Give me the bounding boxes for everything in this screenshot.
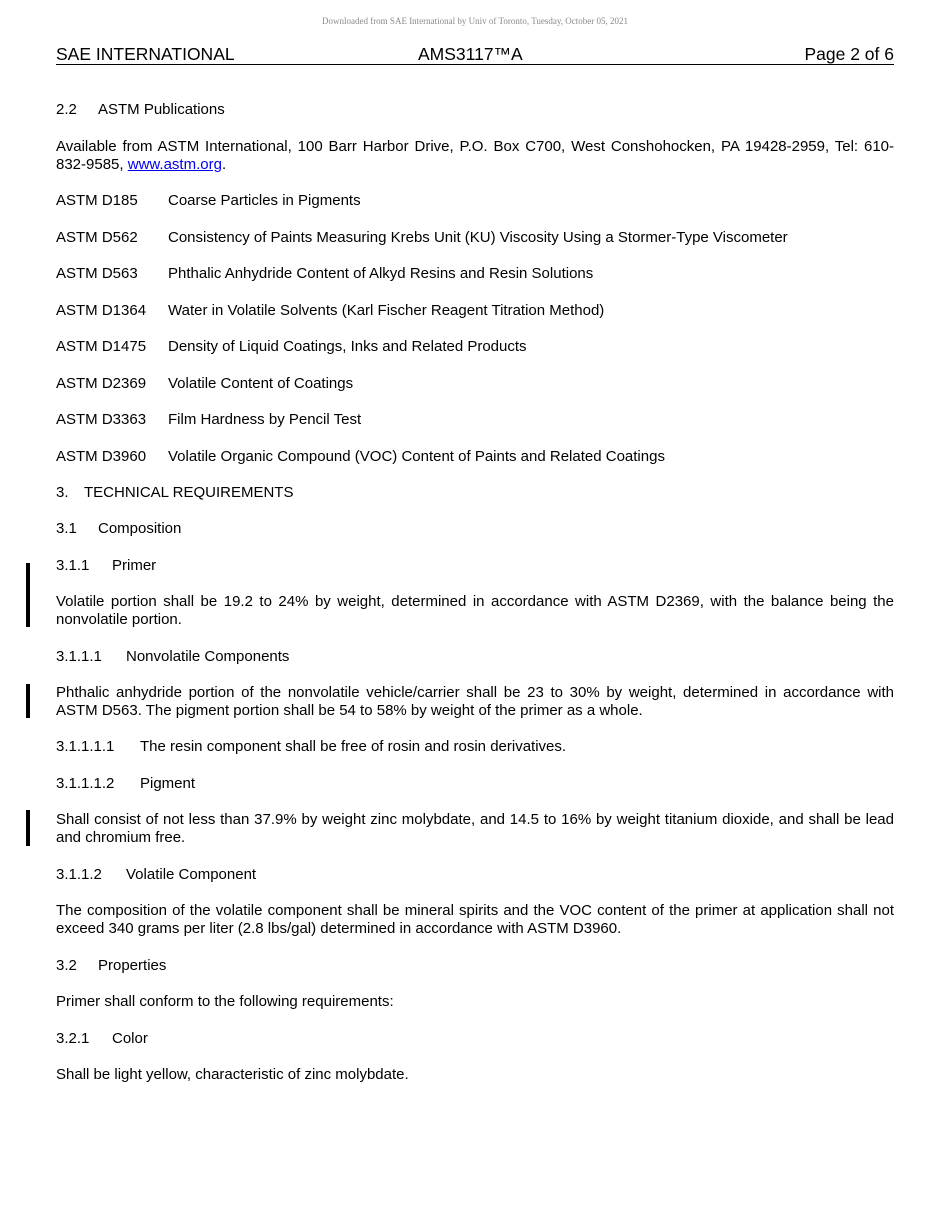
primer-paragraph: Volatile portion shall be 19.2 to 24% by weight, determined in accordance with ASTM D2369, with the balance being the nonvolatile portion. (56, 593, 894, 628)
reference-title: Phthalic Anhydride Content of Alkyd Resins and Resin Solutions (168, 265, 594, 282)
reference-title: Volatile Content of Coatings (168, 375, 354, 392)
resin-requirement: The resin component shall be free of rosin and rosin derivatives. (140, 738, 567, 755)
reference-title: Coarse Particles in Pigments (168, 192, 361, 209)
properties-paragraph: Primer shall conform to the following requirements: (56, 993, 394, 1010)
section-title: ASTM Publications (98, 101, 225, 118)
section-title: Primer (112, 557, 157, 574)
section-number: 2.2 (56, 101, 77, 118)
reference-code: ASTM D1475 (56, 338, 147, 355)
section-title: Nonvolatile Components (126, 648, 290, 665)
reference-item (56, 265, 894, 283)
nonvolatile-paragraph: Phthalic anhydride portion of the nonvolatile vehicle/carrier shall be 23 to 30% by weight, determined in accordance with ASTM D563. The pigment portion shall be 54 to 58% by weight of the primer as a whole. (56, 684, 894, 719)
reference-code: ASTM D3363 (56, 411, 147, 428)
section-heading-3-1-1-1-2 (56, 775, 894, 793)
section-title: Volatile Component (126, 866, 257, 883)
section-number: 3.1 (56, 520, 77, 537)
section-heading-2-2 (56, 101, 894, 119)
download-watermark: Downloaded from SAE International by Univ of Toronto, Tuesday, October 05, 2021 (321, 16, 629, 26)
reference-title: Density of Liquid Coatings, Inks and Related Products (168, 338, 527, 355)
reference-title: Volatile Organic Compound (VOC) Content of Paints and Related Coatings (168, 448, 665, 465)
document-number: AMS3117™A (418, 44, 523, 64)
reference-code: ASTM D3960 (56, 448, 147, 465)
section-heading-3-2-1 (56, 1030, 894, 1048)
color-paragraph: Shall be light yellow, characteristic of zinc molybdate. (56, 1066, 409, 1083)
section-heading-3-2 (56, 957, 894, 975)
page-header (56, 44, 894, 65)
section-title: TECHNICAL REQUIREMENTS (84, 484, 294, 501)
section-number: 3.2.1 (56, 1030, 90, 1047)
section-heading-3-1 (56, 520, 894, 538)
reference-item (56, 302, 894, 320)
astm-availability-paragraph (56, 138, 894, 174)
revision-change-bar (26, 684, 30, 718)
revision-change-bar (26, 810, 30, 846)
reference-title: Water in Volatile Solvents (Karl Fischer Reagent Titration Method) (168, 302, 605, 319)
section-heading-3 (56, 484, 894, 502)
section-number: 3.1.1.2 (56, 866, 102, 883)
reference-item (56, 375, 894, 393)
reference-code: ASTM D1364 (56, 302, 147, 319)
reference-code: ASTM D2369 (56, 375, 147, 392)
reference-title: Consistency of Paints Measuring Krebs Unit (KU) Viscosity Using a Stormer-Type Viscometer (168, 229, 788, 246)
reference-title: Film Hardness by Pencil Test (168, 411, 362, 428)
section-title: Composition (98, 520, 182, 537)
reference-code: ASTM D563 (56, 265, 138, 282)
section-title: Color (112, 1030, 148, 1047)
link-suffix: . (221, 156, 227, 173)
section-number: 3.1.1 (56, 557, 90, 574)
astm-website-link[interactable]: www.astm.org (127, 156, 222, 173)
availability-text: Available from ASTM International, 100 Barr Harbor Drive, P.O. Box C700, West Conshohocken, PA 19428-2959, Tel: 610-832-9585, (56, 138, 894, 173)
section-heading-3-1-1-2 (56, 866, 894, 884)
reference-item (56, 411, 894, 429)
reference-item (56, 192, 894, 210)
page-number: Page 2 of 6 (804, 44, 894, 64)
reference-item (56, 338, 894, 356)
section-number: 3.1.1.1 (56, 648, 102, 665)
section-title: Properties (98, 957, 167, 974)
reference-item (56, 229, 894, 247)
section-number: 3. (56, 484, 69, 501)
reference-item (56, 448, 894, 466)
section-heading-3-1-1-1 (56, 648, 894, 666)
reference-code: ASTM D185 (56, 192, 138, 209)
section-3-1-1-1-1 (56, 738, 894, 756)
section-title: Pigment (140, 775, 196, 792)
revision-change-bar (26, 563, 30, 627)
section-heading-3-1-1 (56, 557, 894, 575)
publisher-name: SAE INTERNATIONAL (56, 44, 235, 64)
section-number: 3.1.1.1.1 (56, 738, 115, 755)
section-number: 3.2 (56, 957, 77, 974)
section-number: 3.1.1.1.2 (56, 775, 115, 792)
reference-code: ASTM D562 (56, 229, 138, 246)
volatile-paragraph: The composition of the volatile component shall be mineral spirits and the VOC content of the primer at application shall not exceed 340 grams per liter (2.8 lbs/gal) determined in accordance with ASTM D3960. (56, 902, 894, 937)
pigment-paragraph: Shall consist of not less than 37.9% by weight zinc molybdate, and 14.5 to 16% by weight titanium dioxide, and shall be lead and chromium free. (56, 811, 894, 846)
